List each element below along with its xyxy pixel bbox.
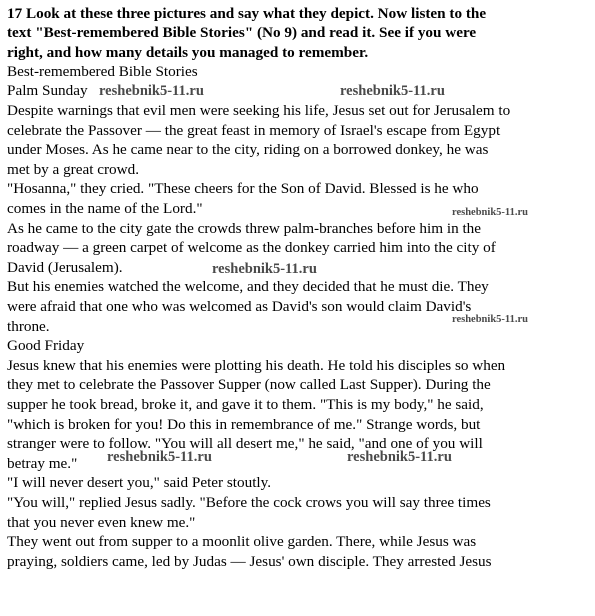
watermark-text: reshebnik5-11.ru	[452, 313, 528, 325]
watermark-text: reshebnik5-11.ru	[347, 448, 452, 465]
paragraph-line: "which is broken for you! Do this in remembrance of me." Strange words, but	[7, 415, 481, 433]
story-text	[7, 62, 591, 571]
paragraph-line: were afraid that one who was welcomed as David's son would claim David's	[7, 298, 472, 316]
watermark-text: reshebnik5-11.ru	[452, 207, 528, 219]
paragraph-line: As he came to the city gate the crowds threw palm-branches before him in the	[7, 219, 482, 237]
paragraph-line: "Hosanna," they cried. "These cheers for the Son of David. Blessed is he who	[7, 180, 479, 198]
section-heading-good-friday: Good Friday	[7, 337, 85, 355]
paragraph-line: roadway — a green carpet of welcome as the donkey carried him into the city of	[7, 239, 496, 257]
section-heading-palm-sunday: Palm Sunday reshebnik5-11.ru reshebnik5-11.ru	[7, 81, 591, 101]
paragraph-line: supper he took bread, broke it, and gave it to them. "This is my body," he said,	[7, 395, 484, 413]
paragraph-line: celebrate the Passover — the great feast in memory of Israel's escape from Egypt	[7, 121, 501, 139]
paragraph-line: But his enemies watched the welcome, and they decided that he must die. They	[7, 278, 489, 296]
paragraph-line: praying, soldiers came, led by Judas — Jesus' own disciple. They arrested Jesus	[7, 552, 492, 570]
paragraph-line-with-watermark: David (Jerusalem). reshebnik5-11.ru	[7, 258, 591, 278]
paragraph-line: they met to celebrate the Passover Supper (now called Last Supper). During the	[7, 376, 491, 394]
paragraph-line: Jesus knew that his enemies were plotting his death. He told his disciples so when	[7, 356, 506, 374]
paragraph-line-with-watermark: betray me." reshebnik5-11.ru reshebnik5-11.ru	[7, 448, 452, 472]
paragraph-line: "You will," replied Jesus sadly. "Before the cock crows you will say three times	[7, 493, 491, 511]
paragraph-line: Despite warnings that evil men were seeking his life, Jesus set out for Jerusalem to	[7, 102, 511, 120]
paragraph-line: under Moses. As he came near to the city, riding on a borrowed donkey, he was	[7, 141, 489, 159]
story-title: Best-remembered Bible Stories	[7, 62, 198, 80]
task-instructions	[7, 4, 591, 62]
paragraph-line: They went out from supper to a moonlit olive garden. There, while Jesus was	[7, 533, 477, 551]
paragraph-line-with-watermark: comes in the name of the Lord." reshebnik5-11.ru	[7, 199, 591, 219]
task-line: 17 Look at these three pictures and say what they depict. Now listen to the	[7, 5, 487, 22]
paragraph-line: stranger were to follow. "You will all desert me," he said, "and one of you will	[7, 435, 483, 453]
paragraph-line: that you never even knew me."	[7, 513, 196, 531]
page	[7, 4, 591, 571]
task-line: right, and how many details you managed to remember.	[7, 43, 369, 61]
watermark-text: reshebnik5-11.ru	[212, 260, 317, 277]
watermark-text: reshebnik5-11.ru	[99, 83, 204, 100]
watermark-text: reshebnik5-11.ru	[340, 83, 445, 100]
watermark-text: reshebnik5-11.ru	[107, 448, 212, 465]
task-line: text "Best-remembered Bible Stories" (No 9) and read it. See if you were	[7, 24, 477, 42]
paragraph-line: met by a great crowd.	[7, 160, 139, 178]
paragraph-line: "I will never desert you," said Peter stoutly.	[7, 474, 272, 492]
paragraph-line-with-watermark: throne. reshebnik5-11.ru	[7, 317, 591, 337]
